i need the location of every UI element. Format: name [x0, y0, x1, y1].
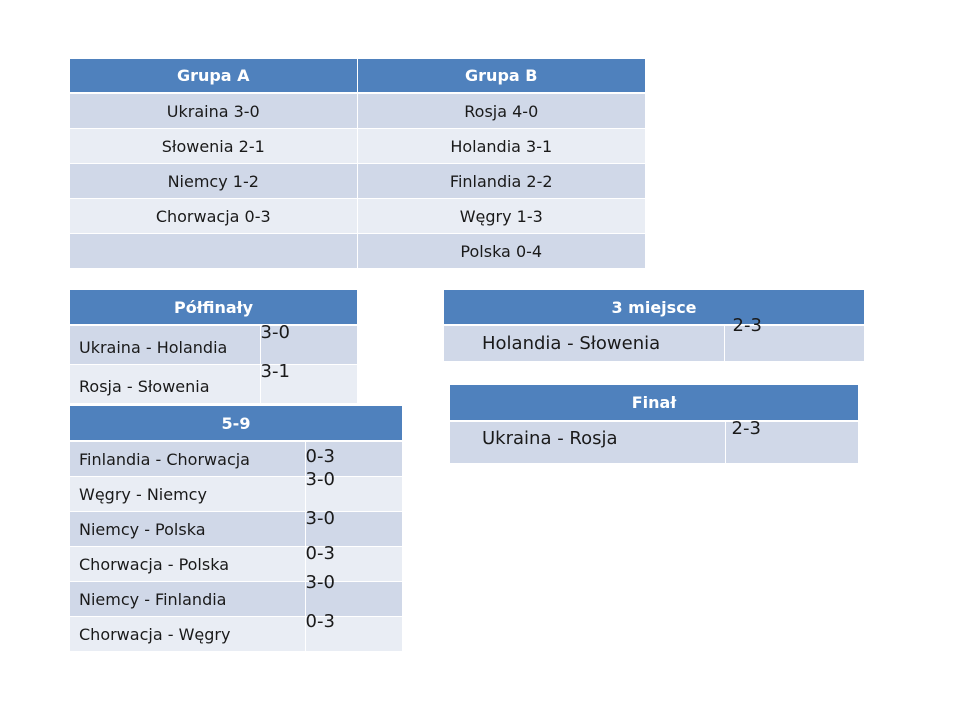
- match-cell: Chorwacja - Polska: [70, 547, 305, 582]
- table-row: [70, 441, 402, 477]
- score-cell: [725, 418, 858, 464]
- semifinals-header: Półfinały: [70, 290, 357, 325]
- table-row: [70, 199, 645, 234]
- match-cell: Ukraina - Holandia: [70, 325, 260, 365]
- score-value: 2-3: [731, 418, 761, 439]
- groups-table: [70, 59, 645, 269]
- places-5-9-table: [70, 406, 402, 652]
- group-a-header: Grupa A: [70, 59, 357, 93]
- table-row: [70, 582, 402, 617]
- match-cell: Finlandia - Chorwacja: [70, 441, 305, 477]
- score-value: 3-0: [305, 572, 335, 593]
- group-a-cell: Słowenia 2-1: [70, 129, 357, 164]
- group-b-cell: Rosja 4-0: [357, 93, 645, 129]
- table-row: [70, 164, 645, 199]
- group-b-cell: Węgry 1-3: [357, 199, 645, 234]
- match-cell: Ukraina - Rosja: [450, 421, 725, 464]
- score-value: 3-1: [260, 361, 290, 382]
- group-b-header: Grupa B: [357, 59, 645, 93]
- score-value: 3-0: [305, 469, 335, 490]
- table-row: [70, 512, 402, 547]
- final-header: Finał: [450, 385, 858, 421]
- match-cell: Chorwacja - Węgry: [70, 617, 305, 652]
- score-value: 2-3: [732, 315, 762, 336]
- score-cell: [305, 611, 402, 652]
- group-a-cell: Chorwacja 0-3: [70, 199, 357, 234]
- group-b-cell: Polska 0-4: [357, 234, 645, 269]
- score-value: 0-3: [305, 543, 335, 564]
- score-cell: [305, 469, 402, 512]
- third-place-table: [444, 290, 864, 362]
- table-row: [70, 547, 402, 582]
- final-table: [450, 385, 858, 464]
- score-value: 0-3: [305, 611, 335, 632]
- match-cell: Węgry - Niemcy: [70, 477, 305, 512]
- table-row: [70, 93, 645, 129]
- score-value: 3-0: [260, 322, 290, 343]
- table-row: [70, 617, 402, 652]
- score-cell: [260, 322, 357, 365]
- match-cell: Niemcy - Polska: [70, 512, 305, 547]
- table-row: [444, 325, 864, 362]
- group-a-cell: [70, 234, 357, 269]
- table-row: [70, 129, 645, 164]
- score-cell: [305, 508, 402, 547]
- third-place-header-row: [444, 290, 864, 325]
- group-a-cell: Niemcy 1-2: [70, 164, 357, 199]
- score-cell: [724, 315, 864, 362]
- table-row: [450, 421, 858, 464]
- score-value: 0-3: [305, 446, 335, 467]
- places-header-row: [70, 406, 402, 441]
- group-b-cell: Finlandia 2-2: [357, 164, 645, 199]
- table-row: [70, 234, 645, 269]
- group-a-cell: Ukraina 3-0: [70, 93, 357, 129]
- match-cell: Rosja - Słowenia: [70, 365, 260, 404]
- match-cell: Niemcy - Finlandia: [70, 582, 305, 617]
- match-cell: Holandia - Słowenia: [444, 325, 724, 362]
- score-value: 3-0: [305, 508, 335, 529]
- table-row: [70, 325, 357, 365]
- semifinals-header-row: [70, 290, 357, 325]
- semifinals-table: [70, 290, 357, 404]
- table-row: [70, 365, 357, 404]
- places-header: 5-9: [70, 406, 402, 441]
- final-header-row: [450, 385, 858, 421]
- third-place-header: 3 miejsce: [444, 290, 864, 325]
- score-cell: [260, 361, 357, 404]
- table-row: [70, 477, 402, 512]
- groups-header-row: [70, 59, 645, 93]
- group-b-cell: Holandia 3-1: [357, 129, 645, 164]
